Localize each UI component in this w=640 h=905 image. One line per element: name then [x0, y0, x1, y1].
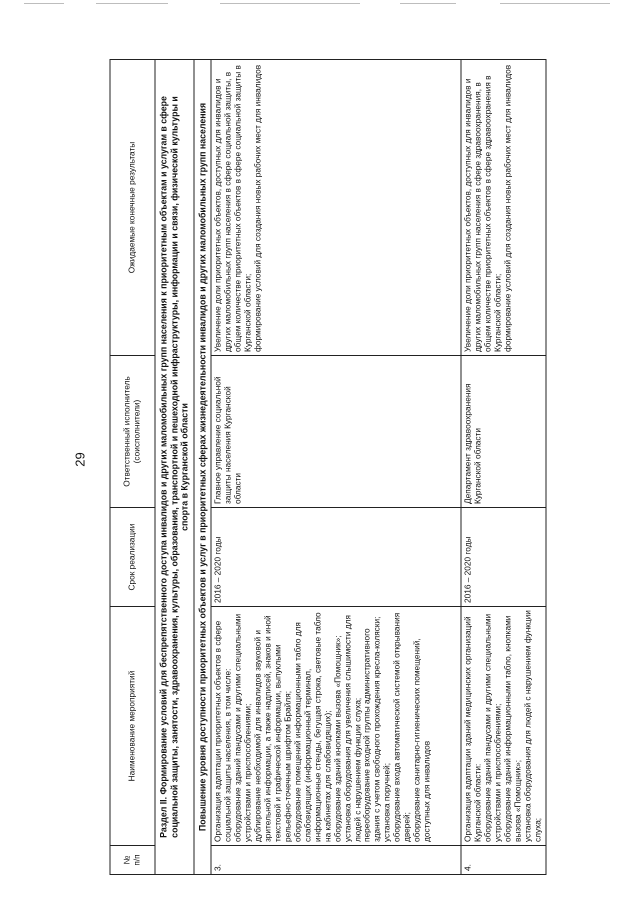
page-number: 29 [72, 452, 88, 467]
measures-table [110, 59, 547, 875]
row-term: 2016 – 2020 годы [211, 508, 461, 607]
subsection-title: Повышение уровня доступности приоритетных объектов и услуг в приоритетных сферах жизнедеятельности инвалидов и других маломобильных групп населения [194, 60, 212, 875]
scan-artifact-line [96, 3, 168, 4]
row-num: 4. [461, 846, 546, 875]
rotated-table-container [110, 64, 543, 875]
row-executor: Главное управление социальной защиты населения Курганской области [211, 356, 461, 508]
scan-artifact-line [500, 3, 610, 4]
row-action: Организация адаптации зданий медицинских организаций Курганской области: оборудование зданий пандусами и другими специальными устройствами и приспособлениями; оборудование зданий информационными табло, кнопками вызова «Помощник»; установка оборудования для людей с нарушением функции слуха; [461, 607, 546, 846]
subsection-row [194, 60, 212, 875]
row-term: 2016 – 2020 годы [461, 508, 546, 607]
scan-artifact-line [24, 3, 64, 4]
header-num: № п/п [110, 846, 155, 875]
table-row [461, 60, 546, 875]
row-action: Организация адаптации приоритетных объектов в сфере социальной защиты населения, в том числе: оборудование зданий пандусами и другими специальными устройствами и приспособлениями; дублирование необходимой для инвалидов звуковой и зрительной информации, а также надписей, знаков и иной текстовой и графической информации, выпуклыми рельефно-точечным шрифтом Брайля; оборудование помещений информационными табло для слабовидящих (информационный терминал, информационные стенды, бегущая строка, световые табло на кабинетах для слабовидящих); оборудование зданий кнопками вызова «Помощник»; установка оборудования для увеличения слышимости для людей с нарушением функции слуха; переоборудование входной группы административного здания с учетом свободного прохождения кресла-коляски; установка поручней; оборудование входа автоматической системой открывания дверей; оборудование санитарно-гигиенических помещений, доступных для инвалидов [211, 607, 461, 846]
section-title: Раздел II. Формирование условий для беспрепятственного доступа инвалидов и других маломобильных групп населения к приоритетным объектам и услугам в сфере социальной защиты, занятости, здравоохранения, культуры, образования, транспортной и пешеходной инфраструктуры, информации и связи, физической культуры и спорта в Курганской области [155, 60, 194, 875]
row-num: 3. [211, 846, 461, 875]
header-action: Наименование мероприятий [110, 607, 155, 846]
scan-artifact-line [220, 3, 360, 4]
scan-artifact-line [400, 3, 456, 4]
table-header-row [110, 60, 155, 875]
header-executor: Ответственный исполнитель (соисполнители) [110, 356, 155, 508]
row-result: Увеличение доли приоритетных объектов, доступных для инвалидов и других маломобильных групп населения в сфере социальной защиты, в общем количестве приоритетных объектов в сфере социальной защиты в Курганской области; формирование условий для создания новых рабочих мест для инвалидов [211, 60, 461, 356]
header-term: Срок реализации [110, 508, 155, 607]
header-result: Ожидаемые конечные результаты [110, 60, 155, 356]
row-executor: Департамент здравоохранения Курганской области [461, 356, 546, 508]
row-result: Увеличение доли приоритетных объектов, доступных для инвалидов и других маломобильных групп населения в сфере здравоохранения, в общем количестве приоритетных объектов в сфере здравоохранения в Курганской области; формирование условий для создания новых рабочих мест для инвалидов [461, 60, 546, 356]
section-row [155, 60, 194, 875]
table-row [211, 60, 461, 875]
